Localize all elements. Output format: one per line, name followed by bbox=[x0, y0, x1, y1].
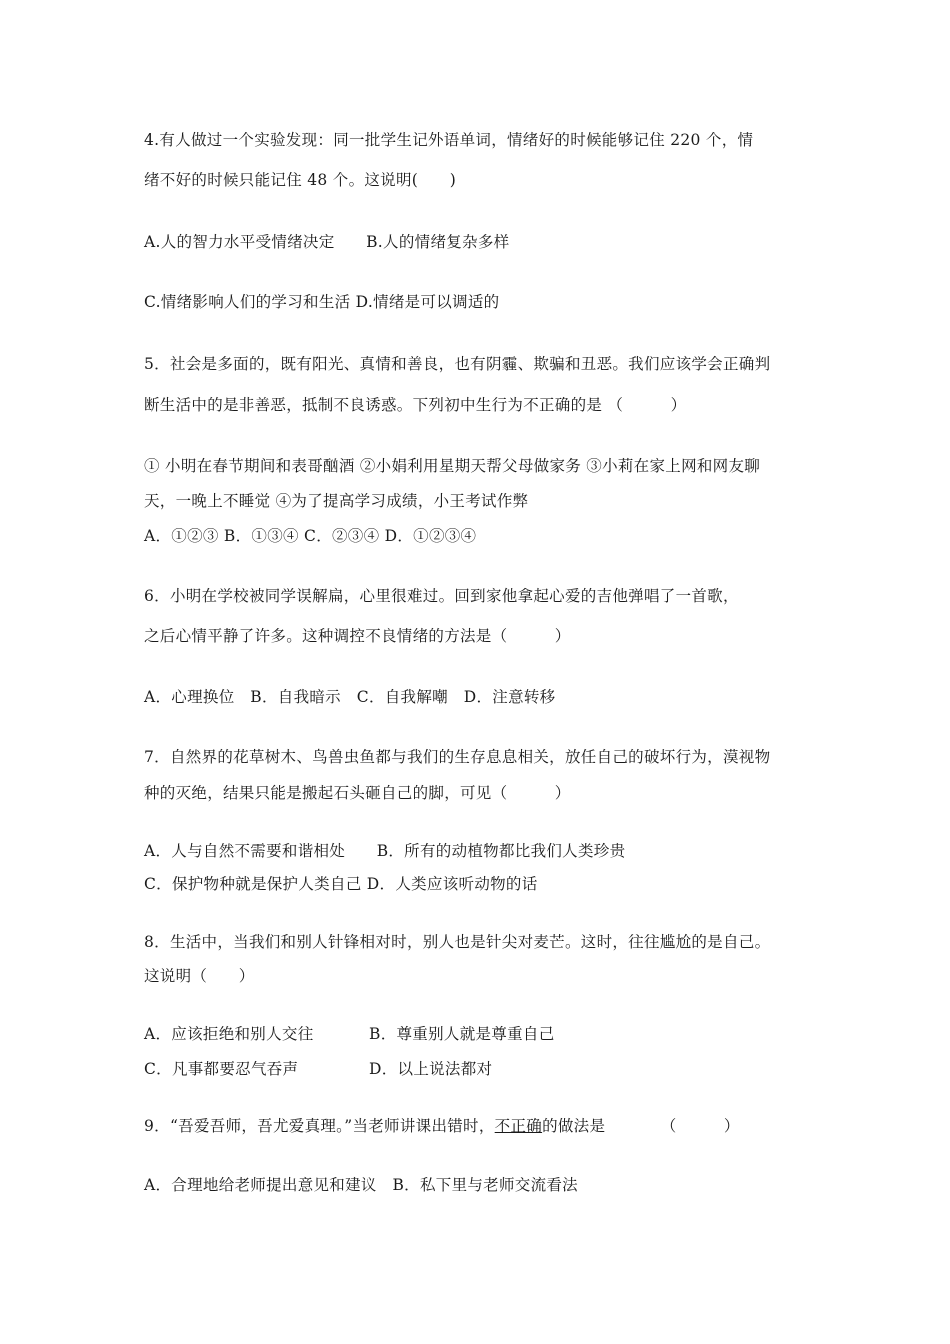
q7-stem-line-2: 种的灭绝，结果只能是搬起石头砸自己的脚，可见（ ） bbox=[144, 784, 571, 802]
q5-items-line-1: ① 小明在春节期间和表哥酗酒 ②小娟利用星期天帮父母做家务 ③小莉在家上网和网友聊 bbox=[144, 457, 761, 475]
q5-items-line-2: 天，一晚上不睡觉 ④为了提高学习成绩，小王考试作弊 bbox=[144, 492, 529, 510]
q7-options-ab: A．人与自然不需要和谐相处 B．所有的动植物都比我们人类珍贵 bbox=[144, 842, 626, 860]
q4-stem-line-1: 4.有人做过一个实验发现：同一批学生记外语单词，情绪好的时候能够记住 220 个，情 bbox=[144, 131, 754, 149]
q5-options: A．①②③ B．①③④ C．②③④ D．①②③④ bbox=[144, 527, 477, 545]
q7-options-cd: C．保护物种就是保护人类自己 D．人类应该听动物的话 bbox=[144, 875, 538, 893]
q9-stem-before: 9．“吾爱吾师，吾尤爱真理。”当老师讲课出错时， bbox=[144, 1117, 495, 1135]
q9-options-ab: A．合理地给老师提出意见和建议 B．私下里与老师交流看法 bbox=[144, 1176, 578, 1194]
q8-option-b: B．尊重别人就是尊重自己 bbox=[369, 1025, 555, 1043]
q6-options: A．心理换位 B．自我暗示 C．自我解嘲 D．注意转移 bbox=[144, 688, 556, 706]
q8-stem-line-2: 这说明（ ） bbox=[144, 967, 255, 985]
q7-stem-line-1: 7．自然界的花草树木、鸟兽虫鱼都与我们的生存息息相关，放任自己的破坏行为，漠视物 bbox=[144, 748, 771, 766]
q6-stem-line-1: 6．小明在学校被同学误解扁，心里很难过。回到家他拿起心爱的吉他弹唱了一首歌， bbox=[144, 587, 739, 605]
q4-options-cd: C.情绪影响人们的学习和生活 D.情绪是可以调适的 bbox=[144, 293, 500, 311]
q6-stem-line-2: 之后心情平静了许多。这种调控不良情绪的方法是（ ） bbox=[144, 627, 571, 645]
q8-option-d: D．以上说法都对 bbox=[369, 1060, 493, 1078]
q4-stem-line-2: 绪不好的时候只能记住 48 个。这说明( ) bbox=[144, 171, 457, 189]
q9-stem-after: 的做法是 （ ） bbox=[542, 1117, 740, 1135]
q8-option-a: A．应该拒绝和别人交往 bbox=[144, 1025, 314, 1043]
q5-stem-line-1: 5．社会是多面的，既有阳光、真情和善良，也有阴霾、欺骗和丑恶。我们应该学会正确判 bbox=[144, 355, 771, 373]
q8-stem-line-1: 8．生活中，当我们和别人针锋相对时，别人也是针尖对麦芒。这时，往往尴尬的是自己。 bbox=[144, 933, 771, 951]
q9-stem-underlined: 不正确 bbox=[494, 1117, 543, 1135]
q5-stem-line-2: 断生活中的是非善恶，抵制不良诱惑。下列初中生行为不正确的是 （ ） bbox=[144, 396, 687, 414]
q8-option-c: C．凡事都要忍气吞声 bbox=[144, 1060, 299, 1078]
q4-options-ab: A.人的智力水平受情绪决定 B.人的情绪复杂多样 bbox=[144, 233, 510, 251]
q9-stem bbox=[144, 1115, 814, 1137]
